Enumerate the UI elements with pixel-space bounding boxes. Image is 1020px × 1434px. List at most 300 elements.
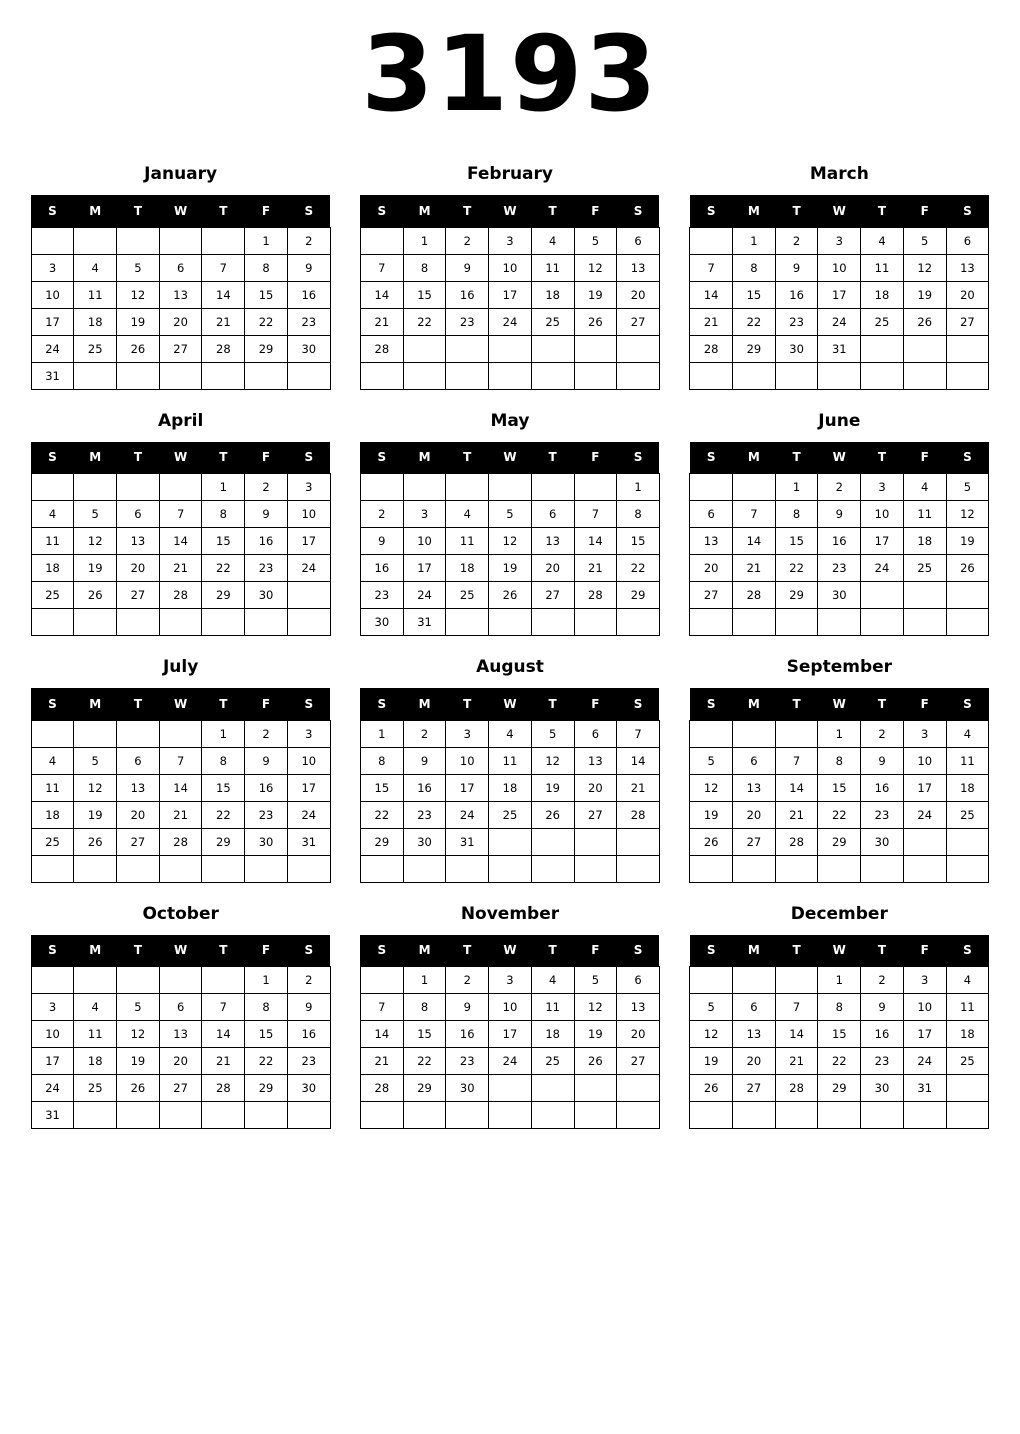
day-cell[interactable]: 7 <box>360 994 403 1021</box>
day-cell[interactable]: 16 <box>818 528 861 555</box>
day-cell[interactable]: 6 <box>159 994 202 1021</box>
day-cell[interactable]: 19 <box>574 281 617 308</box>
day-cell[interactable]: 8 <box>818 994 861 1021</box>
day-cell[interactable]: 20 <box>617 281 660 308</box>
day-cell[interactable]: 28 <box>617 801 660 828</box>
day-cell[interactable]: 10 <box>403 528 446 555</box>
day-cell[interactable]: 28 <box>775 1075 818 1102</box>
day-cell[interactable]: 21 <box>202 1048 245 1075</box>
day-cell[interactable]: 15 <box>733 281 776 308</box>
day-cell[interactable]: 14 <box>690 281 733 308</box>
day-cell[interactable]: 26 <box>690 828 733 855</box>
day-cell[interactable]: 1 <box>202 474 245 501</box>
day-cell[interactable]: 29 <box>818 1075 861 1102</box>
day-cell[interactable]: 5 <box>74 747 117 774</box>
day-cell[interactable]: 20 <box>733 1048 776 1075</box>
day-cell[interactable]: 27 <box>159 335 202 362</box>
day-cell[interactable]: 25 <box>74 1075 117 1102</box>
day-cell[interactable]: 28 <box>574 582 617 609</box>
day-cell[interactable]: 17 <box>489 281 532 308</box>
day-cell[interactable]: 26 <box>489 582 532 609</box>
day-cell[interactable]: 20 <box>117 555 160 582</box>
day-cell[interactable]: 8 <box>245 254 288 281</box>
day-cell[interactable]: 15 <box>617 528 660 555</box>
day-cell[interactable]: 10 <box>489 254 532 281</box>
day-cell[interactable]: 24 <box>489 1048 532 1075</box>
day-cell[interactable]: 28 <box>360 335 403 362</box>
day-cell[interactable]: 24 <box>31 1075 74 1102</box>
day-cell[interactable]: 4 <box>903 474 946 501</box>
day-cell[interactable]: 12 <box>117 1021 160 1048</box>
day-cell[interactable]: 26 <box>946 555 989 582</box>
day-cell[interactable]: 23 <box>287 308 330 335</box>
day-cell[interactable]: 22 <box>775 555 818 582</box>
day-cell[interactable]: 12 <box>690 774 733 801</box>
day-cell[interactable]: 20 <box>531 555 574 582</box>
day-cell[interactable]: 13 <box>733 774 776 801</box>
day-cell[interactable]: 21 <box>775 1048 818 1075</box>
day-cell[interactable]: 18 <box>31 555 74 582</box>
day-cell[interactable]: 28 <box>202 1075 245 1102</box>
day-cell[interactable]: 31 <box>31 1102 74 1129</box>
day-cell[interactable]: 27 <box>159 1075 202 1102</box>
day-cell[interactable]: 29 <box>775 582 818 609</box>
day-cell[interactable]: 10 <box>446 747 489 774</box>
day-cell[interactable]: 3 <box>287 720 330 747</box>
day-cell[interactable]: 1 <box>403 227 446 254</box>
day-cell[interactable]: 22 <box>818 801 861 828</box>
day-cell[interactable]: 9 <box>446 254 489 281</box>
day-cell[interactable]: 1 <box>202 720 245 747</box>
day-cell[interactable]: 11 <box>946 994 989 1021</box>
day-cell[interactable]: 24 <box>31 335 74 362</box>
day-cell[interactable]: 5 <box>74 501 117 528</box>
day-cell[interactable]: 26 <box>74 582 117 609</box>
day-cell[interactable]: 4 <box>74 254 117 281</box>
day-cell[interactable]: 5 <box>489 501 532 528</box>
day-cell[interactable]: 19 <box>574 1021 617 1048</box>
day-cell[interactable]: 28 <box>159 828 202 855</box>
day-cell[interactable]: 9 <box>446 994 489 1021</box>
day-cell[interactable]: 10 <box>287 501 330 528</box>
day-cell[interactable]: 26 <box>74 828 117 855</box>
day-cell[interactable]: 11 <box>489 747 532 774</box>
day-cell[interactable]: 12 <box>531 747 574 774</box>
day-cell[interactable]: 6 <box>733 747 776 774</box>
day-cell[interactable]: 11 <box>74 281 117 308</box>
day-cell[interactable]: 2 <box>446 227 489 254</box>
day-cell[interactable]: 26 <box>903 308 946 335</box>
day-cell[interactable]: 23 <box>245 801 288 828</box>
day-cell[interactable]: 25 <box>946 1048 989 1075</box>
day-cell[interactable]: 10 <box>903 747 946 774</box>
day-cell[interactable]: 30 <box>861 828 904 855</box>
day-cell[interactable]: 5 <box>690 747 733 774</box>
day-cell[interactable]: 29 <box>245 335 288 362</box>
day-cell[interactable]: 22 <box>245 1048 288 1075</box>
day-cell[interactable]: 25 <box>446 582 489 609</box>
day-cell[interactable]: 29 <box>245 1075 288 1102</box>
day-cell[interactable]: 24 <box>446 801 489 828</box>
day-cell[interactable]: 8 <box>403 994 446 1021</box>
day-cell[interactable]: 15 <box>818 1021 861 1048</box>
day-cell[interactable]: 24 <box>287 801 330 828</box>
day-cell[interactable]: 6 <box>733 994 776 1021</box>
day-cell[interactable]: 2 <box>818 474 861 501</box>
day-cell[interactable]: 6 <box>117 747 160 774</box>
day-cell[interactable]: 16 <box>775 281 818 308</box>
day-cell[interactable]: 6 <box>531 501 574 528</box>
day-cell[interactable]: 31 <box>287 828 330 855</box>
day-cell[interactable]: 25 <box>861 308 904 335</box>
day-cell[interactable]: 2 <box>446 967 489 994</box>
day-cell[interactable]: 25 <box>489 801 532 828</box>
day-cell[interactable]: 22 <box>202 801 245 828</box>
day-cell[interactable]: 14 <box>775 1021 818 1048</box>
day-cell[interactable]: 27 <box>617 1048 660 1075</box>
day-cell[interactable]: 9 <box>775 254 818 281</box>
day-cell[interactable]: 7 <box>690 254 733 281</box>
day-cell[interactable]: 10 <box>31 281 74 308</box>
day-cell[interactable]: 20 <box>617 1021 660 1048</box>
day-cell[interactable]: 8 <box>202 501 245 528</box>
day-cell[interactable]: 26 <box>574 1048 617 1075</box>
day-cell[interactable]: 28 <box>202 335 245 362</box>
day-cell[interactable]: 20 <box>733 801 776 828</box>
day-cell[interactable]: 16 <box>861 774 904 801</box>
day-cell[interactable]: 31 <box>31 362 74 389</box>
day-cell[interactable]: 19 <box>903 281 946 308</box>
day-cell[interactable]: 13 <box>117 528 160 555</box>
day-cell[interactable]: 16 <box>287 281 330 308</box>
day-cell[interactable]: 27 <box>733 828 776 855</box>
day-cell[interactable]: 13 <box>117 774 160 801</box>
day-cell[interactable]: 18 <box>489 774 532 801</box>
day-cell[interactable]: 13 <box>159 1021 202 1048</box>
day-cell[interactable]: 12 <box>946 501 989 528</box>
day-cell[interactable]: 30 <box>287 335 330 362</box>
day-cell[interactable]: 8 <box>617 501 660 528</box>
day-cell[interactable]: 25 <box>903 555 946 582</box>
day-cell[interactable]: 3 <box>403 501 446 528</box>
day-cell[interactable]: 15 <box>245 1021 288 1048</box>
day-cell[interactable]: 9 <box>861 747 904 774</box>
day-cell[interactable]: 25 <box>531 1048 574 1075</box>
day-cell[interactable]: 4 <box>446 501 489 528</box>
day-cell[interactable]: 23 <box>861 1048 904 1075</box>
day-cell[interactable]: 7 <box>202 254 245 281</box>
day-cell[interactable]: 27 <box>946 308 989 335</box>
day-cell[interactable]: 18 <box>903 528 946 555</box>
day-cell[interactable]: 6 <box>574 720 617 747</box>
day-cell[interactable]: 21 <box>159 555 202 582</box>
day-cell[interactable]: 21 <box>775 801 818 828</box>
day-cell[interactable]: 16 <box>287 1021 330 1048</box>
day-cell[interactable]: 12 <box>489 528 532 555</box>
day-cell[interactable]: 12 <box>117 281 160 308</box>
day-cell[interactable]: 22 <box>403 308 446 335</box>
day-cell[interactable]: 5 <box>117 254 160 281</box>
day-cell[interactable]: 23 <box>775 308 818 335</box>
day-cell[interactable]: 1 <box>360 720 403 747</box>
day-cell[interactable]: 28 <box>733 582 776 609</box>
day-cell[interactable]: 7 <box>775 747 818 774</box>
day-cell[interactable]: 14 <box>574 528 617 555</box>
day-cell[interactable]: 18 <box>74 308 117 335</box>
day-cell[interactable]: 15 <box>818 774 861 801</box>
day-cell[interactable]: 5 <box>574 967 617 994</box>
day-cell[interactable]: 28 <box>775 828 818 855</box>
day-cell[interactable]: 24 <box>287 555 330 582</box>
day-cell[interactable]: 8 <box>245 994 288 1021</box>
day-cell[interactable]: 22 <box>360 801 403 828</box>
day-cell[interactable]: 27 <box>617 308 660 335</box>
day-cell[interactable]: 19 <box>117 308 160 335</box>
day-cell[interactable]: 30 <box>245 582 288 609</box>
day-cell[interactable]: 6 <box>617 227 660 254</box>
day-cell[interactable]: 3 <box>903 967 946 994</box>
day-cell[interactable]: 15 <box>403 1021 446 1048</box>
day-cell[interactable]: 11 <box>31 774 74 801</box>
day-cell[interactable]: 30 <box>775 335 818 362</box>
day-cell[interactable]: 24 <box>403 582 446 609</box>
day-cell[interactable]: 29 <box>360 828 403 855</box>
day-cell[interactable]: 19 <box>74 801 117 828</box>
day-cell[interactable]: 14 <box>360 281 403 308</box>
day-cell[interactable]: 11 <box>946 747 989 774</box>
day-cell[interactable]: 20 <box>946 281 989 308</box>
day-cell[interactable]: 1 <box>245 227 288 254</box>
day-cell[interactable]: 17 <box>287 528 330 555</box>
day-cell[interactable]: 30 <box>287 1075 330 1102</box>
day-cell[interactable]: 15 <box>360 774 403 801</box>
day-cell[interactable]: 26 <box>117 335 160 362</box>
day-cell[interactable]: 31 <box>403 609 446 636</box>
day-cell[interactable]: 1 <box>617 474 660 501</box>
day-cell[interactable]: 21 <box>617 774 660 801</box>
day-cell[interactable]: 2 <box>245 720 288 747</box>
day-cell[interactable]: 7 <box>574 501 617 528</box>
day-cell[interactable]: 17 <box>403 555 446 582</box>
day-cell[interactable]: 18 <box>946 1021 989 1048</box>
day-cell[interactable]: 21 <box>690 308 733 335</box>
day-cell[interactable]: 9 <box>360 528 403 555</box>
day-cell[interactable]: 17 <box>31 308 74 335</box>
day-cell[interactable]: 1 <box>818 720 861 747</box>
day-cell[interactable]: 13 <box>159 281 202 308</box>
day-cell[interactable]: 30 <box>446 1075 489 1102</box>
day-cell[interactable]: 13 <box>617 254 660 281</box>
day-cell[interactable]: 9 <box>287 254 330 281</box>
day-cell[interactable]: 21 <box>574 555 617 582</box>
day-cell[interactable]: 8 <box>818 747 861 774</box>
day-cell[interactable]: 28 <box>690 335 733 362</box>
day-cell[interactable]: 30 <box>818 582 861 609</box>
day-cell[interactable]: 9 <box>245 747 288 774</box>
day-cell[interactable]: 24 <box>489 308 532 335</box>
day-cell[interactable]: 25 <box>531 308 574 335</box>
day-cell[interactable]: 2 <box>287 227 330 254</box>
day-cell[interactable]: 11 <box>903 501 946 528</box>
day-cell[interactable]: 6 <box>159 254 202 281</box>
day-cell[interactable]: 10 <box>903 994 946 1021</box>
day-cell[interactable]: 10 <box>489 994 532 1021</box>
day-cell[interactable]: 25 <box>31 828 74 855</box>
day-cell[interactable]: 7 <box>159 747 202 774</box>
day-cell[interactable]: 19 <box>690 1048 733 1075</box>
day-cell[interactable]: 13 <box>690 528 733 555</box>
day-cell[interactable]: 19 <box>946 528 989 555</box>
day-cell[interactable]: 31 <box>446 828 489 855</box>
day-cell[interactable]: 12 <box>574 254 617 281</box>
day-cell[interactable]: 3 <box>489 967 532 994</box>
day-cell[interactable]: 14 <box>733 528 776 555</box>
day-cell[interactable]: 17 <box>446 774 489 801</box>
day-cell[interactable]: 10 <box>861 501 904 528</box>
day-cell[interactable]: 4 <box>946 967 989 994</box>
day-cell[interactable]: 7 <box>159 501 202 528</box>
day-cell[interactable]: 27 <box>690 582 733 609</box>
day-cell[interactable]: 16 <box>446 281 489 308</box>
day-cell[interactable]: 20 <box>159 308 202 335</box>
day-cell[interactable]: 29 <box>202 828 245 855</box>
day-cell[interactable]: 23 <box>287 1048 330 1075</box>
day-cell[interactable]: 21 <box>360 1048 403 1075</box>
day-cell[interactable]: 28 <box>360 1075 403 1102</box>
day-cell[interactable]: 7 <box>733 501 776 528</box>
day-cell[interactable]: 26 <box>574 308 617 335</box>
day-cell[interactable]: 19 <box>74 555 117 582</box>
day-cell[interactable]: 13 <box>946 254 989 281</box>
day-cell[interactable]: 23 <box>245 555 288 582</box>
day-cell[interactable]: 23 <box>861 801 904 828</box>
day-cell[interactable]: 3 <box>31 254 74 281</box>
day-cell[interactable]: 4 <box>861 227 904 254</box>
day-cell[interactable]: 25 <box>946 801 989 828</box>
day-cell[interactable]: 17 <box>818 281 861 308</box>
day-cell[interactable]: 17 <box>31 1048 74 1075</box>
day-cell[interactable]: 18 <box>74 1048 117 1075</box>
day-cell[interactable]: 24 <box>818 308 861 335</box>
day-cell[interactable]: 4 <box>31 501 74 528</box>
day-cell[interactable]: 1 <box>403 967 446 994</box>
day-cell[interactable]: 26 <box>531 801 574 828</box>
day-cell[interactable]: 29 <box>617 582 660 609</box>
day-cell[interactable]: 19 <box>531 774 574 801</box>
day-cell[interactable]: 10 <box>31 1021 74 1048</box>
day-cell[interactable]: 20 <box>159 1048 202 1075</box>
day-cell[interactable]: 22 <box>818 1048 861 1075</box>
day-cell[interactable]: 30 <box>360 609 403 636</box>
day-cell[interactable]: 14 <box>202 1021 245 1048</box>
day-cell[interactable]: 25 <box>31 582 74 609</box>
day-cell[interactable]: 27 <box>574 801 617 828</box>
day-cell[interactable]: 23 <box>446 308 489 335</box>
day-cell[interactable]: 5 <box>531 720 574 747</box>
day-cell[interactable]: 4 <box>489 720 532 747</box>
day-cell[interactable]: 24 <box>903 1048 946 1075</box>
day-cell[interactable]: 30 <box>245 828 288 855</box>
day-cell[interactable]: 5 <box>117 994 160 1021</box>
day-cell[interactable]: 19 <box>117 1048 160 1075</box>
day-cell[interactable]: 20 <box>117 801 160 828</box>
day-cell[interactable]: 14 <box>775 774 818 801</box>
day-cell[interactable]: 15 <box>202 528 245 555</box>
day-cell[interactable]: 8 <box>733 254 776 281</box>
day-cell[interactable]: 5 <box>690 994 733 1021</box>
day-cell[interactable]: 21 <box>202 308 245 335</box>
day-cell[interactable]: 2 <box>861 720 904 747</box>
day-cell[interactable]: 23 <box>360 582 403 609</box>
day-cell[interactable]: 30 <box>861 1075 904 1102</box>
day-cell[interactable]: 18 <box>446 555 489 582</box>
day-cell[interactable]: 3 <box>903 720 946 747</box>
day-cell[interactable]: 3 <box>31 994 74 1021</box>
day-cell[interactable]: 18 <box>946 774 989 801</box>
day-cell[interactable]: 8 <box>202 747 245 774</box>
day-cell[interactable]: 1 <box>733 227 776 254</box>
day-cell[interactable]: 3 <box>489 227 532 254</box>
day-cell[interactable]: 17 <box>903 1021 946 1048</box>
day-cell[interactable]: 14 <box>159 528 202 555</box>
day-cell[interactable]: 21 <box>733 555 776 582</box>
day-cell[interactable]: 23 <box>403 801 446 828</box>
day-cell[interactable]: 5 <box>574 227 617 254</box>
day-cell[interactable]: 10 <box>287 747 330 774</box>
day-cell[interactable]: 6 <box>690 501 733 528</box>
day-cell[interactable]: 29 <box>733 335 776 362</box>
day-cell[interactable]: 26 <box>690 1075 733 1102</box>
day-cell[interactable]: 20 <box>574 774 617 801</box>
day-cell[interactable]: 15 <box>403 281 446 308</box>
day-cell[interactable]: 22 <box>202 555 245 582</box>
day-cell[interactable]: 8 <box>403 254 446 281</box>
day-cell[interactable]: 7 <box>360 254 403 281</box>
day-cell[interactable]: 29 <box>202 582 245 609</box>
day-cell[interactable]: 4 <box>946 720 989 747</box>
day-cell[interactable]: 29 <box>818 828 861 855</box>
day-cell[interactable]: 18 <box>531 281 574 308</box>
day-cell[interactable]: 13 <box>617 994 660 1021</box>
day-cell[interactable]: 9 <box>818 501 861 528</box>
day-cell[interactable]: 9 <box>403 747 446 774</box>
day-cell[interactable]: 9 <box>861 994 904 1021</box>
day-cell[interactable]: 7 <box>617 720 660 747</box>
day-cell[interactable]: 2 <box>360 501 403 528</box>
day-cell[interactable]: 14 <box>159 774 202 801</box>
day-cell[interactable]: 22 <box>245 308 288 335</box>
day-cell[interactable]: 19 <box>690 801 733 828</box>
day-cell[interactable]: 17 <box>861 528 904 555</box>
day-cell[interactable]: 3 <box>287 474 330 501</box>
day-cell[interactable]: 2 <box>403 720 446 747</box>
day-cell[interactable]: 19 <box>489 555 532 582</box>
day-cell[interactable]: 14 <box>617 747 660 774</box>
day-cell[interactable]: 21 <box>360 308 403 335</box>
day-cell[interactable]: 20 <box>690 555 733 582</box>
day-cell[interactable]: 30 <box>403 828 446 855</box>
day-cell[interactable]: 31 <box>818 335 861 362</box>
day-cell[interactable]: 5 <box>903 227 946 254</box>
day-cell[interactable]: 16 <box>360 555 403 582</box>
day-cell[interactable]: 15 <box>202 774 245 801</box>
day-cell[interactable]: 22 <box>403 1048 446 1075</box>
day-cell[interactable]: 12 <box>74 774 117 801</box>
day-cell[interactable]: 2 <box>287 967 330 994</box>
day-cell[interactable]: 3 <box>446 720 489 747</box>
day-cell[interactable]: 12 <box>690 1021 733 1048</box>
day-cell[interactable]: 3 <box>818 227 861 254</box>
